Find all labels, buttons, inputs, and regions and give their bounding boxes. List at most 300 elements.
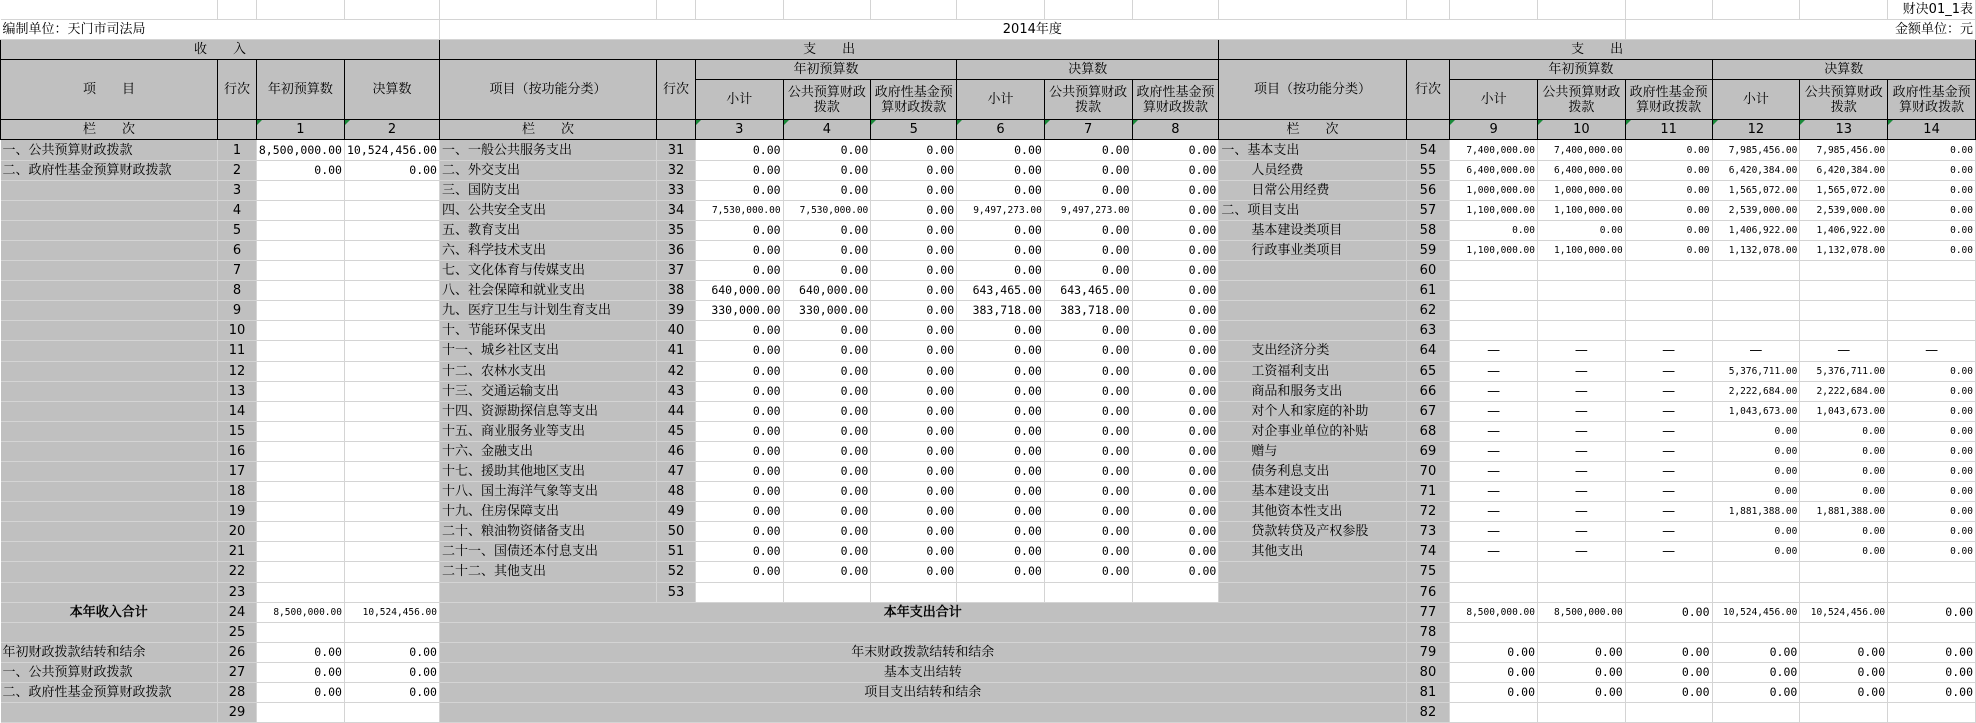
summary-label: 一、公共预算财政拨款 [1, 662, 218, 682]
income-final-value [344, 361, 439, 381]
final-group-header-2: 决算数 [1712, 60, 1975, 80]
econ-value: 1,881,388.00 [1800, 502, 1888, 522]
table-row [1, 441, 1976, 461]
econ-value: 0.00 [1625, 240, 1712, 260]
row-number: 7 [218, 261, 257, 281]
func-value: 0.00 [1132, 160, 1219, 180]
func-value: 0.00 [695, 482, 783, 502]
summary-value [1800, 622, 1888, 642]
func-value: 0.00 [783, 482, 871, 502]
econ-item-label: 贷款转贷及产权参股 [1219, 522, 1406, 542]
row-number: 48 [657, 482, 696, 502]
func-value: 0.00 [1132, 200, 1219, 220]
income-final-value [344, 542, 439, 562]
income-item-label [1, 240, 218, 260]
summary-value: 0.00 [1450, 683, 1538, 703]
econ-value: 0.00 [1625, 220, 1712, 240]
row-number: 70 [1406, 461, 1450, 481]
econ-value [1538, 582, 1626, 602]
row-number: 55 [1406, 160, 1450, 180]
func-item-label: 五、教育支出 [439, 220, 656, 240]
func-value: 0.00 [957, 220, 1045, 240]
summary-value: 0.00 [1712, 642, 1800, 662]
income-item-label [1, 321, 218, 341]
summary-expense-label [439, 703, 1406, 723]
func-value: 0.00 [783, 401, 871, 421]
row-number: 25 [218, 622, 257, 642]
income-final-value [344, 502, 439, 522]
func-value: 0.00 [783, 421, 871, 441]
summary-final-value [344, 703, 439, 723]
subtotal-header: 小计 [957, 80, 1045, 120]
row-number: 22 [218, 562, 257, 582]
econ-item-label: 对企事业单位的补贴 [1219, 421, 1406, 441]
gov-fund-header: 政府性基金预算财政拨款 [1625, 80, 1712, 120]
summary-value: 0.00 [1538, 642, 1626, 662]
econ-value: 1,100,000.00 [1450, 240, 1538, 260]
econ-item-label: 商品和服务支出 [1219, 381, 1406, 401]
summary-value: 0.00 [1625, 683, 1712, 703]
econ-item-label [1219, 261, 1406, 281]
row-number: 35 [657, 220, 696, 240]
summary-value [1450, 622, 1538, 642]
func-value: 0.00 [1044, 482, 1132, 502]
income-budget-value [256, 522, 344, 542]
econ-value: — [1538, 522, 1626, 542]
func-item-label: 二十一、国债还本付息支出 [439, 542, 656, 562]
income-item-label [1, 261, 218, 281]
income-budget-value [256, 482, 344, 502]
public-budget-header: 公共预算财政拨款 [783, 80, 871, 120]
row-number: 57 [1406, 200, 1450, 220]
row-number: 20 [218, 522, 257, 542]
summary-value [1538, 703, 1626, 723]
func-value: 0.00 [1132, 482, 1219, 502]
row-number: 69 [1406, 441, 1450, 461]
row-number: 6 [218, 240, 257, 260]
col-number: 9 [1450, 120, 1538, 140]
econ-value: — [1625, 522, 1712, 542]
row-number: 17 [218, 461, 257, 481]
func-value: 0.00 [695, 361, 783, 381]
row-number: 23 [218, 582, 257, 602]
income-final-value [344, 401, 439, 421]
econ-value: 0.00 [1800, 461, 1888, 481]
summary-expense-label: 本年支出合计 [439, 602, 1406, 622]
func-value: 0.00 [871, 502, 957, 522]
econ-value [1450, 261, 1538, 281]
income-final-value [344, 341, 439, 361]
row-number: 41 [657, 341, 696, 361]
summary-label: 年初财政拨款结转和结余 [1, 642, 218, 662]
row-number: 44 [657, 401, 696, 421]
income-item-label [1, 301, 218, 321]
income-budget-value [256, 281, 344, 301]
func-item-label: 十四、资源勘探信息等支出 [439, 401, 656, 421]
summary-final-value [344, 622, 439, 642]
econ-value: 2,222,684.00 [1800, 381, 1888, 401]
summary-budget-value [256, 703, 344, 723]
col-number: 8 [1132, 120, 1219, 140]
econ-value: — [1450, 461, 1538, 481]
row-number: 71 [1406, 482, 1450, 502]
func-value: 0.00 [871, 240, 957, 260]
summary-final-value: 0.00 [344, 642, 439, 662]
func-value: 0.00 [957, 361, 1045, 381]
econ-value: 0.00 [1800, 482, 1888, 502]
lanci-label: 栏 次 [1, 120, 218, 140]
table-row [1, 482, 1976, 502]
func-value [695, 582, 783, 602]
func-value: 0.00 [783, 361, 871, 381]
report-year: 2014年度 [439, 20, 1625, 40]
func-value: 0.00 [783, 441, 871, 461]
summary-value: 0.00 [1800, 662, 1888, 682]
econ-value [1888, 281, 1976, 301]
row-number: 12 [218, 361, 257, 381]
row-no-header-3: 行次 [1406, 60, 1450, 120]
amount-unit: 金额单位：元 [1625, 20, 1975, 40]
table-row [1, 341, 1976, 361]
econ-value: 0.00 [1888, 421, 1976, 441]
econ-value [1538, 301, 1626, 321]
func-value: 0.00 [1044, 441, 1132, 461]
econ-value: — [1888, 341, 1976, 361]
summary-label [1, 622, 218, 642]
func-value: 0.00 [695, 220, 783, 240]
econ-value [1538, 321, 1626, 341]
gov-fund-header: 政府性基金预算财政拨款 [1132, 80, 1219, 120]
func-value: 0.00 [1044, 401, 1132, 421]
econ-value [1888, 321, 1976, 341]
func-value: 0.00 [1132, 180, 1219, 200]
econ-value: — [1625, 461, 1712, 481]
final-group-header: 决算数 [957, 60, 1219, 80]
row-number: 65 [1406, 361, 1450, 381]
func-value: 9,497,273.00 [957, 200, 1045, 220]
func-value: 0.00 [783, 461, 871, 481]
func-value: 0.00 [1044, 361, 1132, 381]
econ-item-label [1219, 281, 1406, 301]
econ-item-label: 其他资本性支出 [1219, 502, 1406, 522]
func-value: 330,000.00 [695, 301, 783, 321]
row-no-header-2: 行次 [657, 60, 696, 120]
econ-value: — [1800, 341, 1888, 361]
econ-value: 7,985,456.00 [1712, 140, 1800, 160]
row-number: 81 [1406, 683, 1450, 703]
func-value: 0.00 [783, 240, 871, 260]
func-item-label: 二、外交支出 [439, 160, 656, 180]
econ-value: 1,100,000.00 [1450, 200, 1538, 220]
summary-value [1712, 703, 1800, 723]
func-value: 0.00 [871, 542, 957, 562]
econ-value: 0.00 [1450, 220, 1538, 240]
income-item-label [1, 582, 218, 602]
func-value: 0.00 [1132, 321, 1219, 341]
econ-item-label [1219, 582, 1406, 602]
econ-value: 1,565,072.00 [1712, 180, 1800, 200]
func-value: 0.00 [871, 441, 957, 461]
func-value: 0.00 [871, 421, 957, 441]
summary-value: 0.00 [1450, 662, 1538, 682]
econ-value: 0.00 [1888, 401, 1976, 421]
final-header: 决算数 [344, 60, 439, 120]
income-item-label: 一、公共预算财政拨款 [1, 140, 218, 160]
func-value: 0.00 [695, 341, 783, 361]
row-number: 9 [218, 301, 257, 321]
row-number: 50 [657, 522, 696, 542]
econ-value [1800, 582, 1888, 602]
income-budget-value [256, 401, 344, 421]
income-item-label [1, 522, 218, 542]
func-item-label: 六、科学技术支出 [439, 240, 656, 260]
summary-value [1712, 622, 1800, 642]
row-number: 64 [1406, 341, 1450, 361]
summary-value: 0.00 [1888, 642, 1976, 662]
func-value: 0.00 [783, 562, 871, 582]
summary-row [1, 662, 1976, 682]
lanci-label: 栏 次 [439, 120, 656, 140]
row-number: 54 [1406, 140, 1450, 160]
econ-item-label: 债务利息支出 [1219, 461, 1406, 481]
row-number: 29 [218, 703, 257, 723]
econ-value: 0.00 [1625, 180, 1712, 200]
func-value: 0.00 [957, 180, 1045, 200]
func-value: 0.00 [783, 321, 871, 341]
econ-value: — [1625, 421, 1712, 441]
summary-final-value: 10,524,456.00 [344, 602, 439, 622]
func-value [1044, 582, 1132, 602]
income-budget-value [256, 240, 344, 260]
income-final-value [344, 381, 439, 401]
econ-value: 0.00 [1888, 361, 1976, 381]
table-row [1, 180, 1976, 200]
func-item-label: 十一、城乡社区支出 [439, 341, 656, 361]
summary-value: 10,524,456.00 [1712, 602, 1800, 622]
summary-row [1, 602, 1976, 622]
income-item-label [1, 381, 218, 401]
row-number: 32 [657, 160, 696, 180]
func-value: 0.00 [1132, 562, 1219, 582]
summary-value: 0.00 [1625, 662, 1712, 682]
row-number: 75 [1406, 562, 1450, 582]
row-number: 36 [657, 240, 696, 260]
func-value: 0.00 [1044, 180, 1132, 200]
econ-value [1712, 562, 1800, 582]
col-number: 3 [695, 120, 783, 140]
func-value: 0.00 [783, 502, 871, 522]
func-value: 0.00 [957, 461, 1045, 481]
econ-value: 0.00 [1800, 441, 1888, 461]
func-value: 0.00 [1044, 240, 1132, 260]
func-item-label: 一、一般公共服务支出 [439, 140, 656, 160]
row-number: 56 [1406, 180, 1450, 200]
income-item-label [1, 281, 218, 301]
row-number: 79 [1406, 642, 1450, 662]
func-value: 0.00 [695, 421, 783, 441]
func-item-label: 十三、交通运输支出 [439, 381, 656, 401]
econ-value: 1,000,000.00 [1538, 180, 1626, 200]
col-number: 5 [871, 120, 957, 140]
func-item-label: 十二、农林水支出 [439, 361, 656, 381]
income-budget-value [256, 461, 344, 481]
econ-value: — [1538, 361, 1626, 381]
row-number: 72 [1406, 502, 1450, 522]
public-budget-header: 公共预算财政拨款 [1538, 80, 1626, 120]
econ-value: — [1538, 441, 1626, 461]
row-number: 43 [657, 381, 696, 401]
func-item-label: 二十、粮油物资储备支出 [439, 522, 656, 542]
col-number: 10 [1538, 120, 1626, 140]
row-number: 63 [1406, 321, 1450, 341]
func-value: 0.00 [871, 301, 957, 321]
func-value [783, 582, 871, 602]
func-value: 0.00 [1132, 542, 1219, 562]
income-budget-value [256, 421, 344, 441]
budget-initial-group-header-2: 年初预算数 [1450, 60, 1712, 80]
row-number: 80 [1406, 662, 1450, 682]
func-value: 0.00 [1132, 441, 1219, 461]
econ-value: 0.00 [1888, 240, 1976, 260]
func-value: 330,000.00 [783, 301, 871, 321]
row-number: 39 [657, 301, 696, 321]
table-row [1, 301, 1976, 321]
econ-value [1888, 261, 1976, 281]
econ-value: 0.00 [1888, 160, 1976, 180]
econ-value: 7,400,000.00 [1450, 140, 1538, 160]
func-value: 0.00 [783, 381, 871, 401]
econ-value: 0.00 [1888, 441, 1976, 461]
func-value: 0.00 [957, 522, 1045, 542]
econ-value: — [1538, 502, 1626, 522]
func-value: 0.00 [1044, 502, 1132, 522]
income-final-value [344, 582, 439, 602]
econ-value: — [1538, 381, 1626, 401]
row-number: 40 [657, 321, 696, 341]
header-row-2 [1, 60, 1976, 80]
econ-value: 0.00 [1712, 441, 1800, 461]
income-budget-value [256, 200, 344, 220]
income-final-value [344, 220, 439, 240]
econ-value: — [1538, 341, 1626, 361]
income-budget-value [256, 220, 344, 240]
econ-item-label: 其他支出 [1219, 542, 1406, 562]
econ-value: 0.00 [1888, 542, 1976, 562]
summary-value: 0.00 [1888, 662, 1976, 682]
econ-item-label: 基本建设类项目 [1219, 220, 1406, 240]
econ-value: 0.00 [1888, 200, 1976, 220]
row-number: 46 [657, 441, 696, 461]
func-value: 0.00 [1044, 160, 1132, 180]
summary-value: 0.00 [1538, 683, 1626, 703]
func-value: 0.00 [957, 421, 1045, 441]
econ-value [1800, 321, 1888, 341]
econ-value [1625, 582, 1712, 602]
row-number: 38 [657, 281, 696, 301]
func-value: 0.00 [1044, 321, 1132, 341]
func-value: 0.00 [695, 180, 783, 200]
func-value: 0.00 [957, 502, 1045, 522]
func-value: 0.00 [957, 542, 1045, 562]
row-number: 18 [218, 482, 257, 502]
econ-value: — [1625, 441, 1712, 461]
econ-value: 0.00 [1888, 381, 1976, 401]
summary-value: 0.00 [1800, 642, 1888, 662]
func-value: 0.00 [957, 441, 1045, 461]
econ-item-label [1219, 562, 1406, 582]
income-final-value [344, 200, 439, 220]
econ-value: — [1625, 381, 1712, 401]
income-final-value [344, 421, 439, 441]
func-value: 0.00 [1044, 220, 1132, 240]
func-value: 0.00 [1044, 542, 1132, 562]
econ-value: 1,881,388.00 [1712, 502, 1800, 522]
econ-value: 0.00 [1538, 220, 1626, 240]
row-number: 10 [218, 321, 257, 341]
func-value: 0.00 [1132, 261, 1219, 281]
econ-value: — [1538, 461, 1626, 481]
header-row-1 [1, 40, 1976, 60]
row-number: 33 [657, 180, 696, 200]
econ-item-label: 工资福利支出 [1219, 361, 1406, 381]
summary-value: 0.00 [1712, 662, 1800, 682]
econ-item-label [1219, 301, 1406, 321]
income-item-label [1, 482, 218, 502]
econ-value [1800, 562, 1888, 582]
func-value: 0.00 [871, 522, 957, 542]
econ-value: 2,539,000.00 [1800, 200, 1888, 220]
econ-value: 6,420,384.00 [1800, 160, 1888, 180]
table-row [1, 461, 1976, 481]
row-number: 52 [657, 562, 696, 582]
econ-value: — [1625, 341, 1712, 361]
func-value: 0.00 [871, 180, 957, 200]
func-value: 0.00 [1044, 140, 1132, 160]
econ-value: 1,043,673.00 [1712, 401, 1800, 421]
table-row [1, 281, 1976, 301]
row-number: 68 [1406, 421, 1450, 441]
public-budget-header: 公共预算财政拨款 [1800, 80, 1888, 120]
income-budget-value [256, 582, 344, 602]
budget-initial-header: 年初预算数 [256, 60, 344, 120]
row-number: 77 [1406, 602, 1450, 622]
row-number: 13 [218, 381, 257, 401]
table-row [1, 321, 1976, 341]
row-number: 73 [1406, 522, 1450, 542]
summary-value: 0.00 [1450, 642, 1538, 662]
func-item-label: 十八、国土海洋气象等支出 [439, 482, 656, 502]
expense-section-header: 支 出 [439, 40, 1218, 60]
income-final-value [344, 281, 439, 301]
row-number: 3 [218, 180, 257, 200]
func-value: 0.00 [1044, 381, 1132, 401]
econ-item-label: 行政事业类项目 [1219, 240, 1406, 260]
compiling-unit: 编制单位：天门市司法局 [1, 20, 440, 40]
income-budget-value [256, 542, 344, 562]
func-value: 0.00 [783, 160, 871, 180]
func-value: 0.00 [1044, 421, 1132, 441]
func-value: 7,530,000.00 [783, 200, 871, 220]
func-value: 0.00 [871, 361, 957, 381]
econ-value: 1,132,078.00 [1800, 240, 1888, 260]
econ-value: 6,400,000.00 [1450, 160, 1538, 180]
summary-value: 0.00 [1538, 662, 1626, 682]
income-budget-value: 8,500,000.00 [256, 140, 344, 160]
column-number-row [1, 120, 1976, 140]
econ-value: 0.00 [1888, 482, 1976, 502]
econ-value: 0.00 [1625, 160, 1712, 180]
econ-value: — [1538, 421, 1626, 441]
